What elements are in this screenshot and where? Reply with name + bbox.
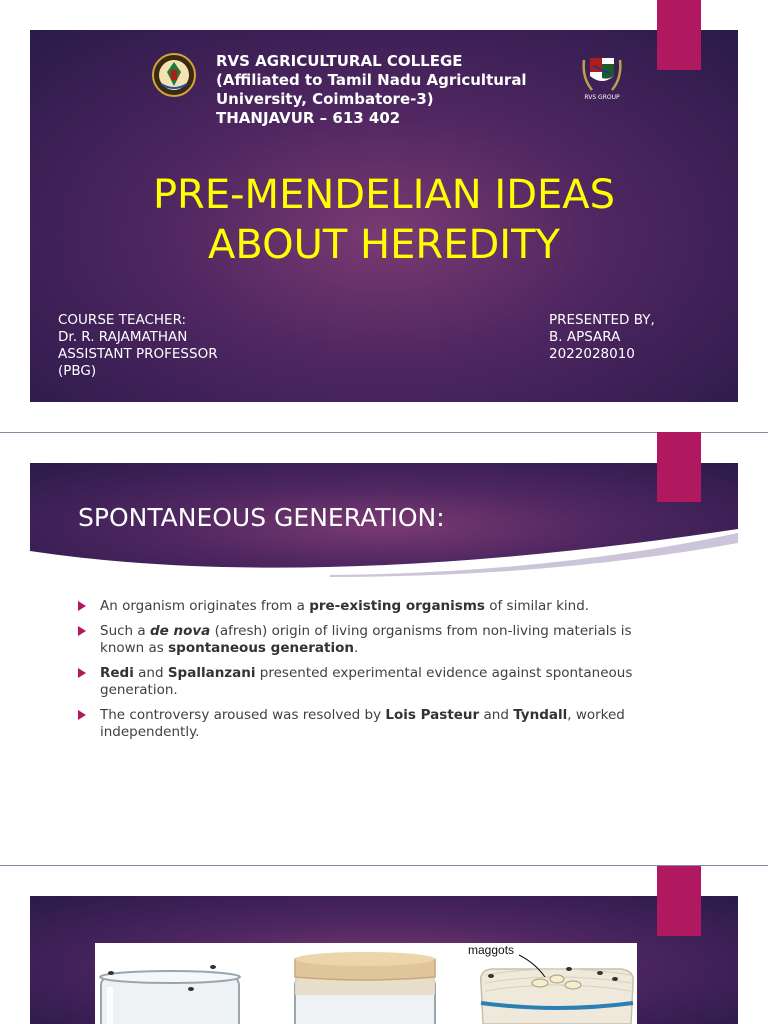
open-jar-icon [100,965,240,1024]
bullet-item: Such a de nova (afresh) origin of living organisms from non-living materials is known as spontaneous generation. [78,623,638,657]
college-affiliation: (Affiliated to Tamil Nadu Agricultural [216,71,527,89]
course-teacher [58,312,218,380]
presenter-heading: PRESENTED BY, [549,312,655,328]
title-slide [30,30,738,402]
corked-jar-icon [295,952,435,1024]
presenter-name: B. APSARA [549,329,621,345]
bullet-item: An organism originates from a pre-existing organisms of similar kind. [78,598,638,615]
college-info [216,52,527,128]
teacher-designation: ASSISTANT PROFESSOR [58,346,218,362]
jars-illustration [95,943,637,1024]
college-name: RVS AGRICULTURAL COLLEGE [216,52,463,70]
bullet-arrow-icon [78,710,86,720]
slide-divider [0,432,768,433]
slide2-header [30,463,738,578]
college-emblem-icon [151,52,197,98]
bullet-list [78,598,638,749]
slide3-accent-tab [657,866,701,936]
gauze-jar-icon [481,955,634,1024]
bullet-item: The controversy aroused was resolved by Lois Pasteur and Tyndall, worked independently. [78,707,638,741]
teacher-name: Dr. R. RAJAMATHAN [58,329,188,345]
title-line-1: PRE-MENDELIAN IDEAS [152,172,616,218]
bullet-item: Redi and Spallanzani presented experimental evidence against spontaneous generation. [78,665,638,699]
teacher-heading: COURSE TEACHER: [58,312,187,328]
bullet-arrow-icon [78,668,86,678]
title-line-2: ABOUT HEREDITY [208,222,560,268]
college-university: University, Coimbatore-3) [216,90,434,108]
rvs-group-logo-icon [578,52,626,102]
rvs-group-caption: RVS GROUP [584,94,620,101]
slide2-accent-tab [657,432,701,502]
experiment-figure [95,943,637,1024]
maggots-label: maggots [468,943,515,957]
presenter-info [549,312,655,363]
slide1-accent-tab [657,0,701,70]
teacher-department: (PBG) [58,363,97,379]
presenter-id: 2022028010 [549,346,635,362]
presentation-title [30,170,738,270]
college-address: THANJAVUR – 613 402 [216,109,401,127]
bullet-arrow-icon [78,626,86,636]
bullet-arrow-icon [78,601,86,611]
slide2-title: SPONTANEOUS GENERATION: [78,503,445,532]
slide-divider [0,865,768,866]
